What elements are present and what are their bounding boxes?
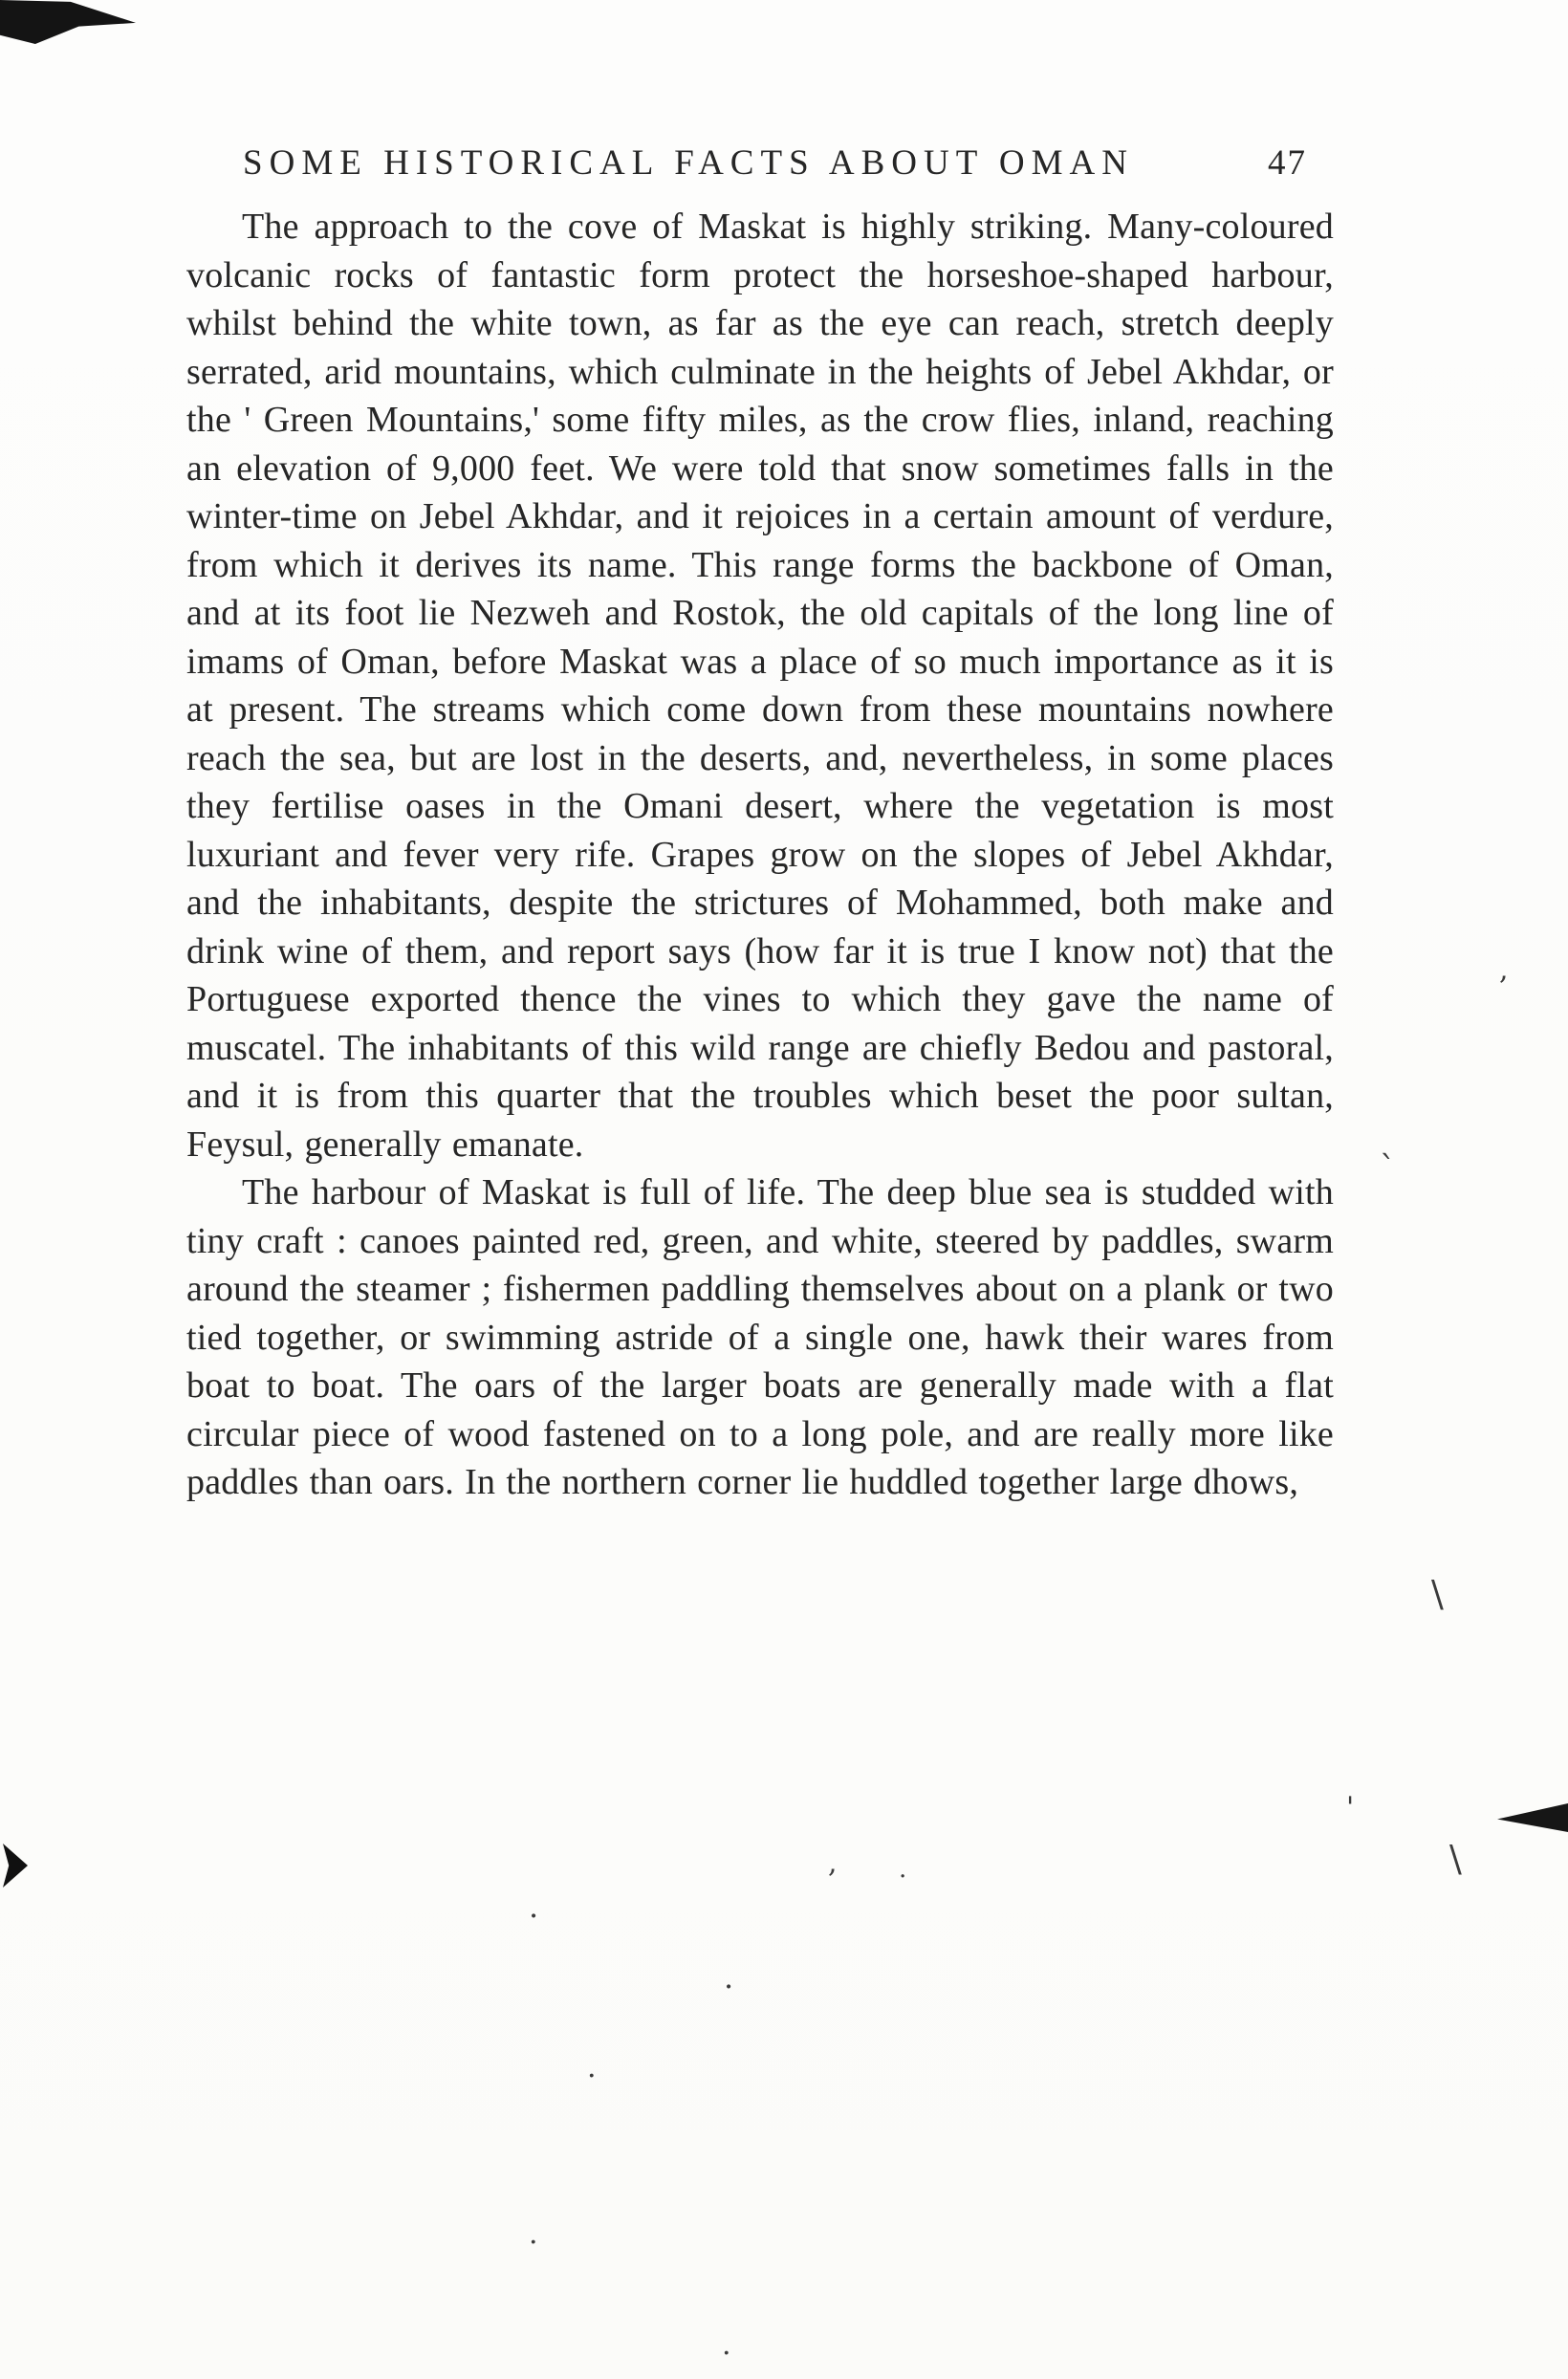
text-column [186,142,1334,1507]
scan-speck: ` [1380,1149,1396,1188]
scan-artifact-top-left [0,0,136,44]
scan-speck: . [722,2328,731,2362]
scan-speck: . [529,1888,539,1925]
scan-speck: . [724,1959,734,1996]
scan-speck: \ [1431,1573,1444,1615]
scan-speck: . [529,2217,538,2251]
scan-speck: . [587,2051,597,2084]
body-text [186,203,1334,1507]
scan-speck: \ [1449,1838,1462,1880]
scan-speck: ' [1346,1791,1355,1824]
running-title: SOME HISTORICAL FACTS ABOUT OMAN [243,143,1134,183]
scan-speck: . [899,1855,907,1884]
scan-artifact-bottom-left [3,1844,28,1888]
page-number: 47 [1268,143,1307,183]
scan-speck: , [1499,953,1509,987]
paragraph-harbour-of-maskat: The harbour of Maskat is full of life. The deep blue sea is studded with tiny craft : canoes painted red, green, and white, steered by paddles, swarm around the steamer ; fishermen paddling themselves about on a plank or two tied together, or swimming astride of a single one, hawk their wares from boat to boat. The oars of the larger boats are generally made with a flat circular piece of wood fastened on to a long pole, and are really more like paddles than oars. In the northern corner lie huddled together large dhows, [186,1172,1334,1502]
paragraph-approach-to-maskat: The approach to the cove of Maskat is highly striking. Many-coloured volcanic rocks of fantastic form protect the horseshoe-shaped harbour, whilst behind the white town, as far as the eye can reach, stretch deeply serrated, arid mountains, which culminate in the heights of Jebel Akhdar, or the ' Green Mountains,' some fifty miles, as the crow flies, inland, reaching an elevation of 9,000 feet. We were told that snow sometimes falls in the winter-time on Jebel Akhdar, and it rejoices in a certain amount of verdure, from which it derives its name. This range forms the backbone of Oman, and at its foot lie Nezweh and Rostok, the old capitals of the long line of imams of Oman, before Maskat was a place of so much importance as it is at present. The streams which come down from these mountains nowhere reach the sea, but are lost in the deserts, and, nevertheless, in some places they fertilise oases in the Omani desert, where the vegetation is most luxuriant and fever very rife. Grapes grow on the slopes of Jebel Akhdar, and the inhabitants, despite the strictures of Mohammed, both make and drink wine of them, and report says (how far it is true I know not) that the Portuguese exported thence the vines to which they gave the name of muscatel. The inhabitants of this wild range are chiefly Bedou and pastoral, and it is from this quarter that the troubles which beset the poor sultan, Feysul, generally emanate. [186,207,1334,1165]
scan-speck: , [828,1846,838,1880]
page-header [186,142,1334,186]
scan-artifact-right-wedge [1497,1803,1568,1832]
